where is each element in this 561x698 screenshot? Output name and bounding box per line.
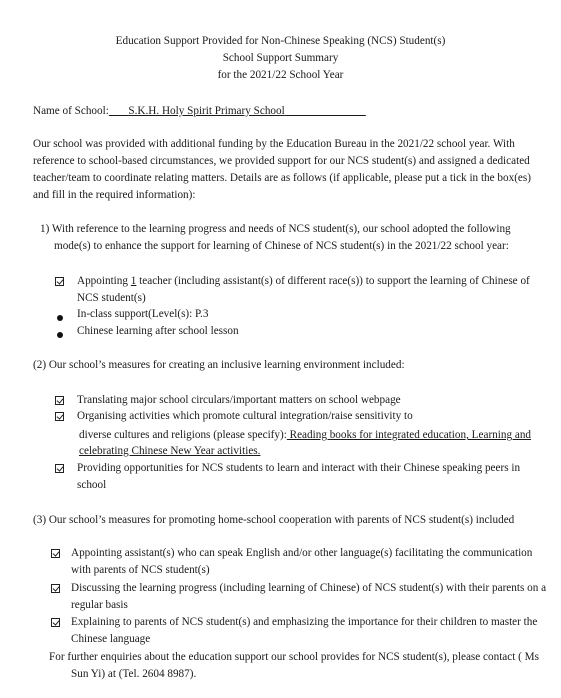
checkbox-checked[interactable] xyxy=(55,395,64,409)
contact-line: For further enquiries about the education support our school provides for NCS student(s), please contact ( Ms xyxy=(49,651,539,663)
section2-heading: (2) Our school’s measures for creating an inclusive learning environment included: xyxy=(33,359,405,371)
section3-item-assistants-cont: with parents of NCS student(s) xyxy=(71,564,210,576)
section2-item-organising-cont: diverse cultures and religions (please specify): Reading books for integrated education, Learning and xyxy=(79,429,532,441)
intro-line: teacher/team to coordinate relating matters. Details are as follows (if applicable, please put a tick in the box(es) xyxy=(33,172,531,184)
section2-item-translating: Translating major school circulars/important matters on school webpage xyxy=(77,394,401,406)
checkbox-checked[interactable] xyxy=(55,411,64,425)
section1-heading: 1) With reference to the learning progress and needs of NCS student(s), our school adopted the following xyxy=(40,223,511,235)
doc-year: for the 2021/22 School Year xyxy=(217,69,344,81)
school-name-blank-after xyxy=(285,105,366,117)
checkbox-checked[interactable] xyxy=(51,617,60,631)
section1-item-inclass: In-class support(Level(s): P.3 xyxy=(77,308,209,320)
intro-line: reference to school-based circumstances, we provided support for our NCS student(s) and assigned a dedicated xyxy=(33,155,530,167)
activities-specified-cont: celebrating Chinese New Year activities. xyxy=(79,445,261,457)
section2-item-opportunities-cont: school xyxy=(77,479,107,491)
section2-item-organising: Organising activities which promote cultural integration/raise sensitivity to xyxy=(77,410,413,422)
school-name-label: Name of School: xyxy=(33,105,109,117)
checkbox-checked[interactable] xyxy=(55,276,64,290)
section3-item-explaining: Explaining to parents of NCS student(s) and emphasizing the importance for their children to master the xyxy=(71,616,538,628)
checkbox-checked[interactable] xyxy=(51,548,60,562)
checkbox-checked[interactable] xyxy=(55,463,64,477)
school-name-blank-before xyxy=(109,105,129,117)
bullet-icon xyxy=(57,328,63,342)
section1-item-appointing-cont: NCS student(s) xyxy=(77,292,146,304)
contact-line-cont: Sun Yi) at (Tel. 2604 8987). xyxy=(71,668,197,680)
school-name-row xyxy=(33,104,366,118)
section2-item-opportunities: Providing opportunities for NCS students to learn and interact with their Chinese speaking peers in xyxy=(77,462,521,474)
bullet-icon xyxy=(57,311,63,325)
doc-subtitle: School Support Summary xyxy=(222,52,339,64)
school-name-value: S.K.H. Holy Spirit Primary School xyxy=(128,105,285,117)
section1-heading-cont: mode(s) to enhance the support for learning of Chinese of NCS student(s) in the 2021/22 school year: xyxy=(54,240,509,252)
section3-item-explaining-cont: Chinese language xyxy=(71,633,151,645)
section1-item-appointing: Appointing 1 teacher (including assistant(s) of different race(s)) to support the learning of Chinese of xyxy=(77,275,530,287)
checkbox-checked[interactable] xyxy=(51,583,60,597)
section3-heading: (3) Our school’s measures for promoting home-school cooperation with parents of NCS student(s) included xyxy=(33,514,515,526)
teacher-count: 1 xyxy=(130,275,137,287)
intro-line: and fill in the required information): xyxy=(33,189,196,201)
section3-item-discussing: Discussing the learning progress (including learning of Chinese) of NCS student(s) with their parents on a xyxy=(71,582,547,594)
intro-line: Our school was provided with additional funding by the Education Bureau in the 2021/22 school year. With xyxy=(33,138,515,150)
section3-item-assistants: Appointing assistant(s) who can speak English and/or other language(s) facilitating the communication xyxy=(71,547,533,559)
doc-title: Education Support Provided for Non-Chinese Speaking (NCS) Student(s) xyxy=(115,35,446,47)
section1-item-afterschool: Chinese learning after school lesson xyxy=(77,325,239,337)
activities-specified: Reading books for integrated education, Learning and xyxy=(286,429,532,441)
section3-item-discussing-cont: regular basis xyxy=(71,599,128,611)
